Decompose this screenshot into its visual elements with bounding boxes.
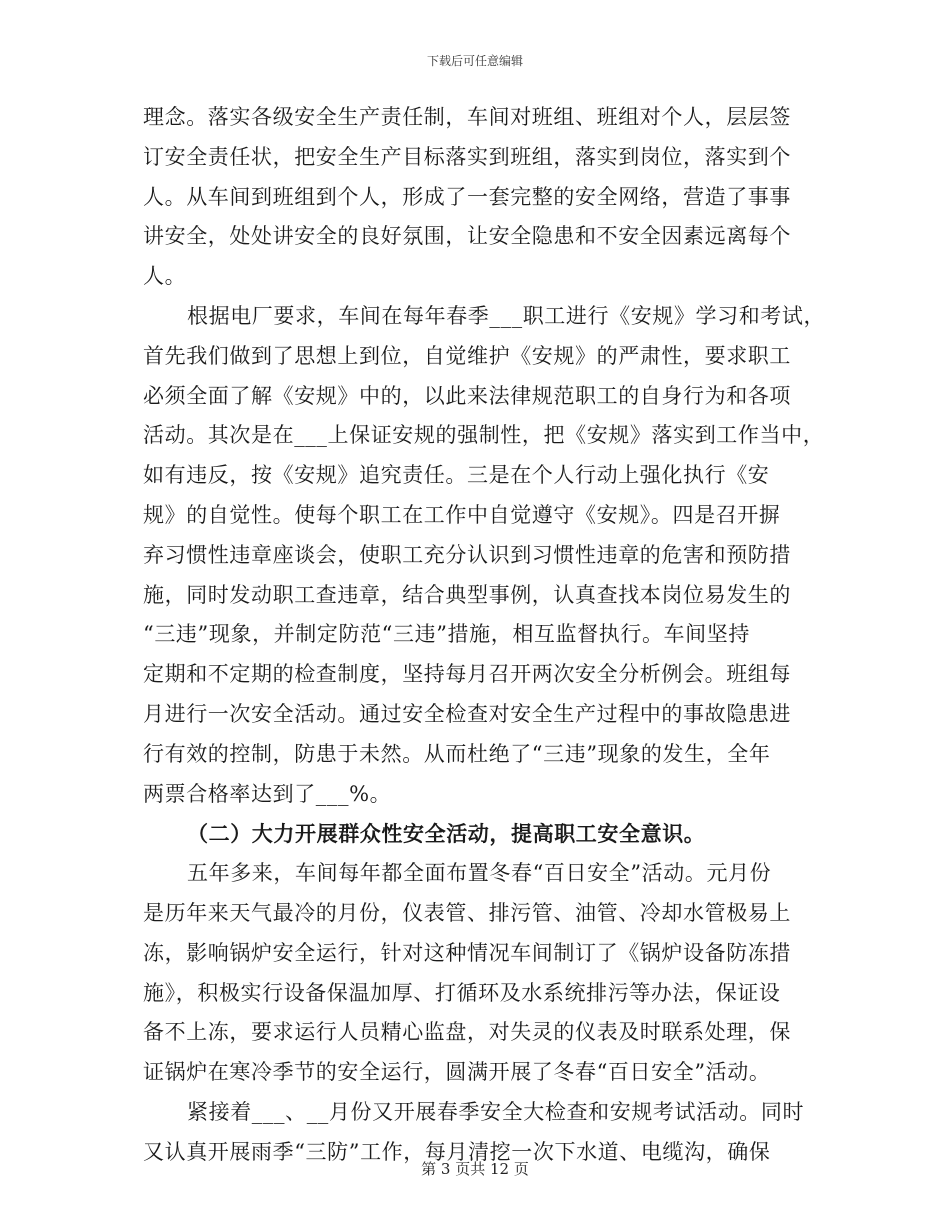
text-line: 月进行一次安全活动。通过安全检查对安全生产过程中的事故隐患进: [143, 701, 791, 726]
text-line: 冻，影响锅炉安全运行，针对这种情况车间制订了《锅炉设备防冻措: [143, 940, 791, 965]
text-line: 两票合格率达到了___%。: [143, 781, 392, 806]
paragraph-first-line: 五年多来，车间每年都全面布置冬春“百日安全”活动。元月份: [187, 861, 772, 886]
text-line: 证锅炉在寒冷季节的安全运行，圆满开展了冬春“百日安全”活动。: [143, 1060, 771, 1085]
text-line: 人。从车间到班组到个人，形成了一套完整的安全网络，营造了事事: [143, 184, 791, 209]
text-line: 施》，积极实行设备保温加厚、打循环及水系统排污等办法，保证设: [143, 980, 781, 1005]
text-line: 定期和不定期的检查制度，坚持每月召开两次安全分析例会。班组每: [143, 662, 791, 687]
text-line: 理念。落实各级安全生产责任制，车间对班组、班组对个人，层层签: [143, 105, 791, 129]
text-line: 弃习惯性违章座谈会，使职工充分认识到习惯性违章的危害和预防措: [143, 542, 791, 567]
text-line: 首先我们做到了思想上到位，自觉维护《安规》的严肃性，要求职工: [143, 343, 791, 368]
paragraph-first-line: 根据电厂要求，车间在每年春季___职工进行《安规》学习和考试，: [187, 303, 826, 328]
page-footer: 第 3 页共 12 页: [421, 1160, 529, 1178]
document-body: [143, 98, 826, 1173]
text-line: 规》的自觉性。使每个职工在工作中自觉遵守《安规》。四是召开摒: [143, 502, 781, 527]
text-line: “三违”现象，并制定防范“三违”措施，相互监督执行。车间坚持: [143, 622, 750, 647]
text-line: 人。: [143, 264, 187, 289]
text-line: 又认真开展雨季“三防”工作，每月清挖一次下水道、电缆沟，确保: [143, 1139, 771, 1164]
text-line: 必须全面了解《安规》中的，以此来法律规范职工的自身行为和各项: [143, 383, 791, 408]
section-heading: （二）大力开展群众性安全活动，提高职工安全意识。: [187, 821, 706, 847]
text-line: 施，同时发动职工查违章，结合典型事例，认真查找本岗位易发生的: [143, 582, 791, 607]
text-line: 活动。其次是在___上保证安规的强制性，把《安规》落实到工作当中，: [143, 423, 825, 448]
text-line: 如有违反，按《安规》追究责任。三是在个人行动上强化执行《安: [143, 463, 770, 488]
text-line: 是历年来天气最冷的月份，仪表管、排污管、油管、冷却水管极易上: [143, 900, 791, 925]
page-header: 下载后可任意编辑: [426, 54, 523, 68]
text-line: 行有效的控制，防患于未然。从而杜绝了“三违”现象的发生，全年: [143, 741, 771, 766]
text-line: 订安全责任状，把安全生产目标落实到班组，落实到岗位，落实到个: [143, 144, 791, 169]
text-line: 讲安全，处处讲安全的良好氛围，让安全隐患和不安全因素远离每个: [143, 224, 791, 249]
text-line: 备不上冻，要求运行人员精心监盘，对失灵的仪表及时联系处理，保: [143, 1020, 791, 1045]
paragraph-first-line: 紧接着___、__月份又开展春季安全大检查和安规考试活动。同时: [187, 1099, 805, 1124]
